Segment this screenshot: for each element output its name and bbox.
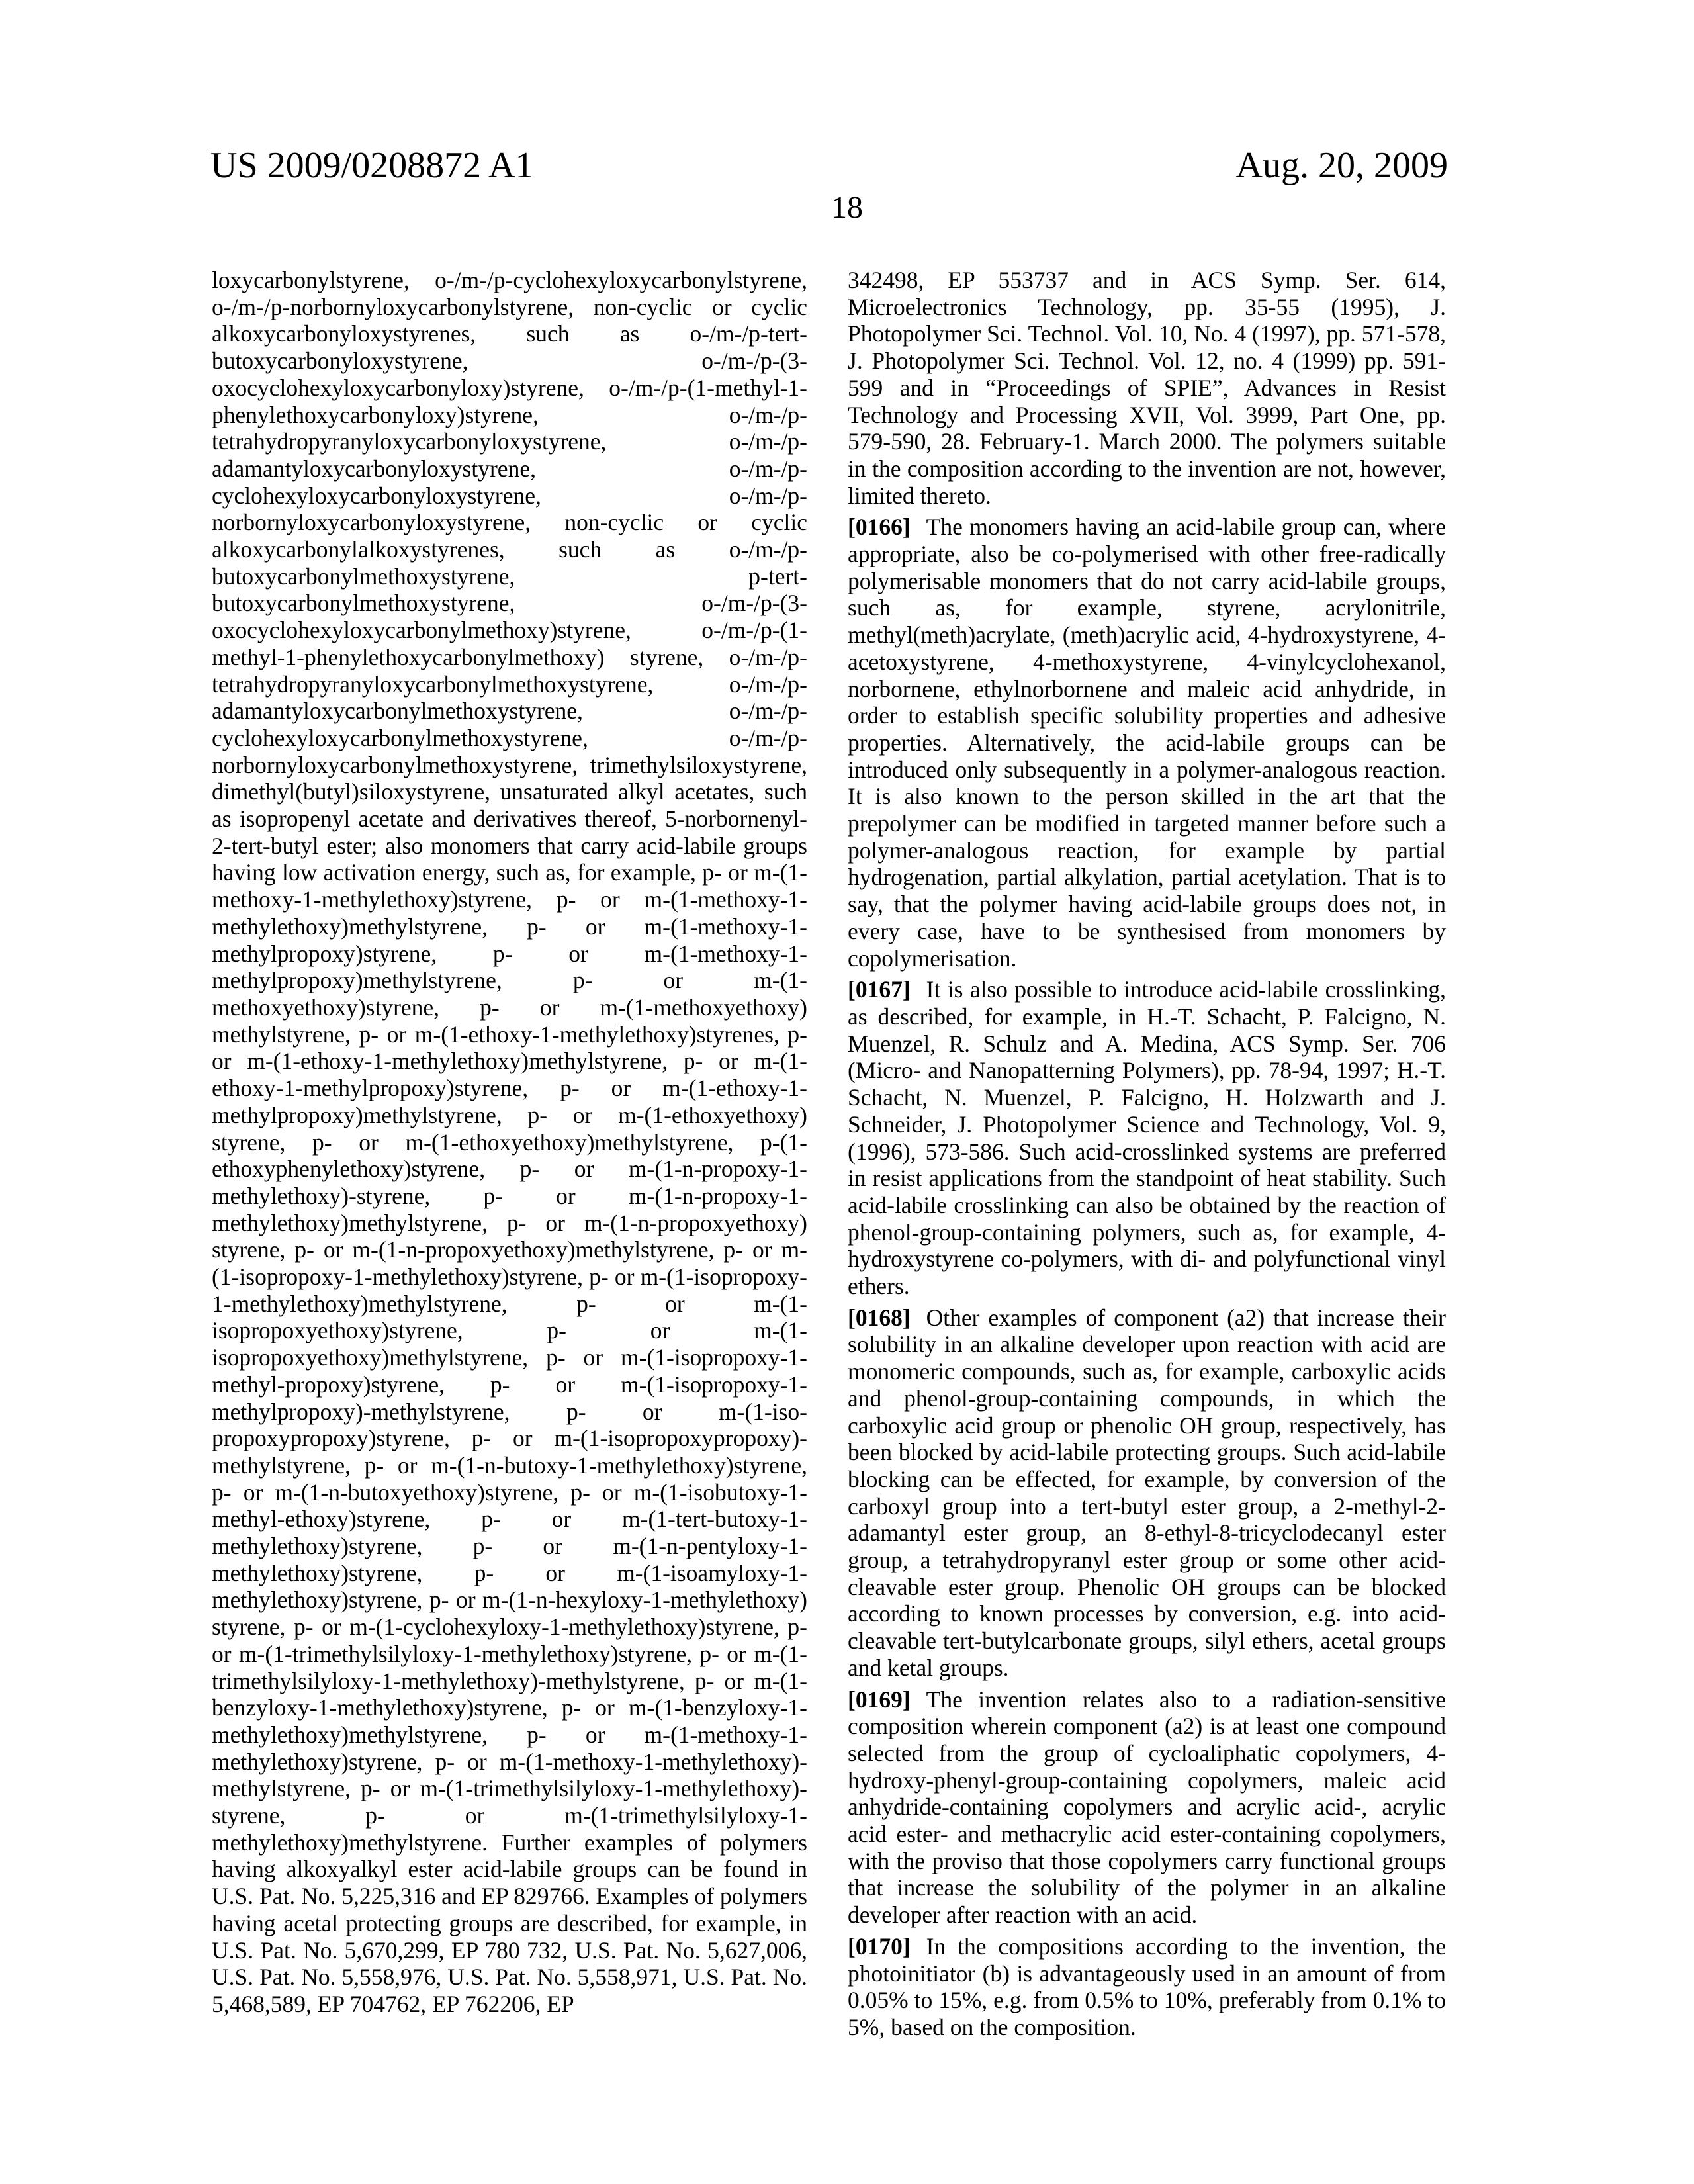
paragraph-0167 (848, 976, 1446, 1299)
paragraph-number: [0167] (848, 976, 911, 1003)
paragraph-0169 (848, 1686, 1446, 1929)
continuation-paragraph: 342498, EP 553737 and in ACS Symp. Ser. 614, Microelectronics Technology, pp. 35-55 (1995), J. Photopolymer Sci. Technol. Vol. 10, No. 4 (1997), pp. 571-578, J. Photopolymer Sci. Technol. Vol. 12, no. 4 (1999) pp. 591-599 and in “Proceedings of SPIE”, Advances in Resist Technology and Processing XVII, Vol. 3999, Part One, pp. 579-590, 28. February-1. March 2000. The polymers suitable in the composition according to the invention are not, however, limited thereto. (848, 267, 1446, 509)
paragraph-text: The monomers having an acid-labile group can, where appropriate, also be co-polymerised with other free-radically polymerisable monomers that do not carry acid-labile groups, such as, for example, styrene, acrylonitrile, methyl(meth)acrylate, (meth)acrylic acid, 4-hydroxystyrene, 4-acetoxystyrene, 4-methoxystyrene, 4-vinylcyclohexanol, norbornene, ethylnorbornene and maleic acid anhydride, in order to establish specific solubility properties and adhesive properties. Alternatively, the acid-labile groups can be introduced only subsequently in a polymer-analogous reaction. It is also known to the person skilled in the art that the prepolymer can be modified in targeted manner before such a polymer-analogous reaction, for example by partial hydrogenation, partial alkylation, partial acetylation. That is to say, that the polymer having acid-labile groups does not, in every case, have to be synthesised from monomers by copolymerisation. (848, 514, 1446, 971)
left-column (212, 267, 807, 2023)
paragraph-number: [0166] (848, 514, 911, 540)
paragraph-number: [0169] (848, 1686, 911, 1713)
paragraph-0166 (848, 514, 1446, 972)
paragraph-0168 (848, 1304, 1446, 1682)
publication-number: US 2009/0208872 A1 (210, 144, 534, 187)
paragraph-text: In the compositions according to the invention, the photoinitiator (b) is advantageously used in an amount of from 0.05% to 15%, e.g. from 0.5% to 10%, preferably from 0.1% to 5%, based on the composition. (848, 1933, 1446, 2040)
page-number: 18 (0, 189, 1694, 226)
paragraph-text: Other examples of component (a2) that increase their solubility in an alkaline developer upon reaction with acid are monomeric compounds, such as, for example, carboxylic acids and phenol-group-containing compounds, in which the carboxylic acid group or phenolic OH group, respectively, has been blocked by acid-labile protecting groups. Such acid-labile blocking can be effected, for example, by conversion of the carboxyl group into a tert-butyl ester group, a 2-methyl-2-adamantyl ester group, an 8-ethyl-8-tricyclodecanyl ester group, a tetrahydropyranyl ester group or some other acid-cleavable ester group. Phenolic OH groups can be blocked according to known processes by conversion, e.g. into acid-cleavable tert-butylcarbonate groups, silyl ethers, acetal groups and ketal groups. (848, 1304, 1446, 1681)
paragraph-text: The invention relates also to a radiation-sensitive composition wherein component (a2) is at least one compound selected from the group of cycloaliphatic copolymers, 4-hydroxy-phenyl-group-containing copolymers, maleic acid anhydride-containing copolymers and acrylic acid-, acrylic acid ester- and methacrylic acid ester-containing copolymers, with the proviso that those copolymers carry functional groups that increase the solubility of the polymer in an alkaline developer after reaction with an acid. (848, 1686, 1446, 1929)
paragraph-number: [0170] (848, 1933, 911, 1960)
paragraph-number: [0168] (848, 1304, 911, 1331)
right-column (848, 267, 1446, 2046)
paragraph-0170 (848, 1933, 1446, 2041)
paragraph-text: It is also possible to introduce acid-labile crosslinking, as described, for example, in H.-T. Schacht, P. Falcigno, N. Muenzel, R. Schulz and A. Medina, ACS Symp. Ser. 706 (Micro- and Nanopatterning Polymers), pp. 78-94, 1997; H.-T. Schacht, N. Muenzel, P. Falcigno, H. Holzwarth and J. Schneider, J. Photopolymer Science and Technology, Vol. 9, (1996), 573-586. Such acid-crosslinked systems are preferred in resist applications from the standpoint of heat stability. Such acid-labile crosslinking can also be obtained by the reaction of phenol-group-containing polymers, such as, for example, 4-hydroxystyrene co-polymers, with di- and polyfunctional vinyl ethers. (848, 976, 1446, 1299)
left-column-text: loxycarbonylstyrene, o-/m-/p-cyclohexyloxycarbonylstyrene, o-/m-/p-norbornyloxycarbonylstyrene, non-cyclic or cyclic alkoxycarbonyloxystyrenes, such as o-/m-/p-tert-butoxycarbonyloxystyrene, o-/m-/p-(3-oxocyclohexyloxycarbonyloxy)styrene, o-/m-/p-(1-methyl-1-phenylethoxycarbonyloxy)styrene, o-/m-/p-tetrahydropyranyloxycarbonyloxystyrene, o-/m-/p-adamantyloxycarbonyloxystyrene, o-/m-/p-cyclohexyloxycarbonyloxystyrene, o-/m-/p-norbornyloxycarbonyloxystyrene, non-cyclic or cyclic alkoxycarbonylalkoxystyrenes, such as o-/m-/p-butoxycarbonylmethoxystyrene, p-tert-butoxycarbonylmethoxystyrene, o-/m-/p-(3-oxocyclohexyloxycarbonylmethoxy)styrene, o-/m-/p-(1-methyl-1-phenylethoxycarbonylmethoxy) styrene, o-/m-/p-tetrahydropyranyloxycarbonylmethoxystyrene, o-/m-/p-adamantyloxycarbonylmethoxystyrene, o-/m-/p-cyclohexyloxycarbonylmethoxystyrene, o-/m-/p-norbornyloxycarbonylmethoxystyrene, trimethylsiloxystyrene, dimethyl(butyl)siloxystyrene, unsaturated alkyl acetates, such as isopropenyl acetate and derivatives thereof, 5-norbornenyl-2-tert-butyl ester; also monomers that carry acid-labile groups having low activation energy, such as, for example, p- or m-(1-methoxy-1-methylethoxy)styrene, p- or m-(1-methoxy-1-methylethoxy)methylstyrene, p- or m-(1-methoxy-1-methylpropoxy)styrene, p- or m-(1-methoxy-1-methylpropoxy)methylstyrene, p- or m-(1-methoxyethoxy)styrene, p- or m-(1-methoxyethoxy) methylstyrene, p- or m-(1-ethoxy-1-methylethoxy)styrenes, p- or m-(1-ethoxy-1-methylethoxy)methylstyrene, p- or m-(1-ethoxy-1-methylpropoxy)styrene, p- or m-(1-ethoxy-1-methylpropoxy)methylstyrene, p- or m-(1-ethoxyethoxy) styrene, p- or m-(1-ethoxyethoxy)methylstyrene, p-(1-ethoxyphenylethoxy)styrene, p- or m-(1-n-propoxy-1-methylethoxy)-styrene, p- or m-(1-n-propoxy-1-methylethoxy)methylstyrene, p- or m-(1-n-propoxyethoxy) styrene, p- or m-(1-n-propoxyethoxy)methylstyrene, p- or m-(1-isopropoxy-1-methylethoxy)styrene, p- or m-(1-isopropoxy-1-methylethoxy)methylstyrene, p- or m-(1-isopropoxyethoxy)styrene, p- or m-(1-isopropoxyethoxy)methylstyrene, p- or m-(1-isopropoxy-1-methyl-propoxy)styrene, p- or m-(1-isopropoxy-1-methylpropoxy)-methylstyrene, p- or m-(1-iso-propoxypropoxy)styrene, p- or m-(1-isopropoxypropoxy)-methylstyrene, p- or m-(1-n-butoxy-1-methylethoxy)styrene, p- or m-(1-n-butoxyethoxy)styrene, p- or m-(1-isobutoxy-1-methyl-ethoxy)styrene, p- or m-(1-tert-butoxy-1-methylethoxy)styrene, p- or m-(1-n-pentyloxy-1-methylethoxy)styrene, p- or m-(1-isoamyloxy-1-methylethoxy)styrene, p- or m-(1-n-hexyloxy-1-methylethoxy) styrene, p- or m-(1-cyclohexyloxy-1-methylethoxy)styrene, p- or m-(1-trimethylsilyloxy-1-methylethoxy)styrene, p- or m-(1-trimethylsilyloxy-1-methylethoxy)-methylstyrene, p- or m-(1-benzyloxy-1-methylethoxy)styrene, p- or m-(1-benzyloxy-1-methylethoxy)methylstyrene, p- or m-(1-methoxy-1-methylethoxy)styrene, p- or m-(1-methoxy-1-methylethoxy)-methylstyrene, p- or m-(1-trimethylsilyloxy-1-methylethoxy)-styrene, p- or m-(1-trimethylsilyloxy-1-methylethoxy)methylstyrene. Further examples of polymers having alkoxyalkyl ester acid-labile groups can be found in U.S. Pat. No. 5,225,316 and EP 829766. Examples of polymers having acetal protecting groups are described, for example, in U.S. Pat. No. 5,670,299, EP 780 732, U.S. Pat. No. 5,627,006, U.S. Pat. No. 5,558,976, U.S. Pat. No. 5,558,971, U.S. Pat. No. 5,468,589, EP 704762, EP 762206, EP (212, 267, 807, 2018)
publication-date: Aug. 20, 2009 (1236, 144, 1448, 187)
